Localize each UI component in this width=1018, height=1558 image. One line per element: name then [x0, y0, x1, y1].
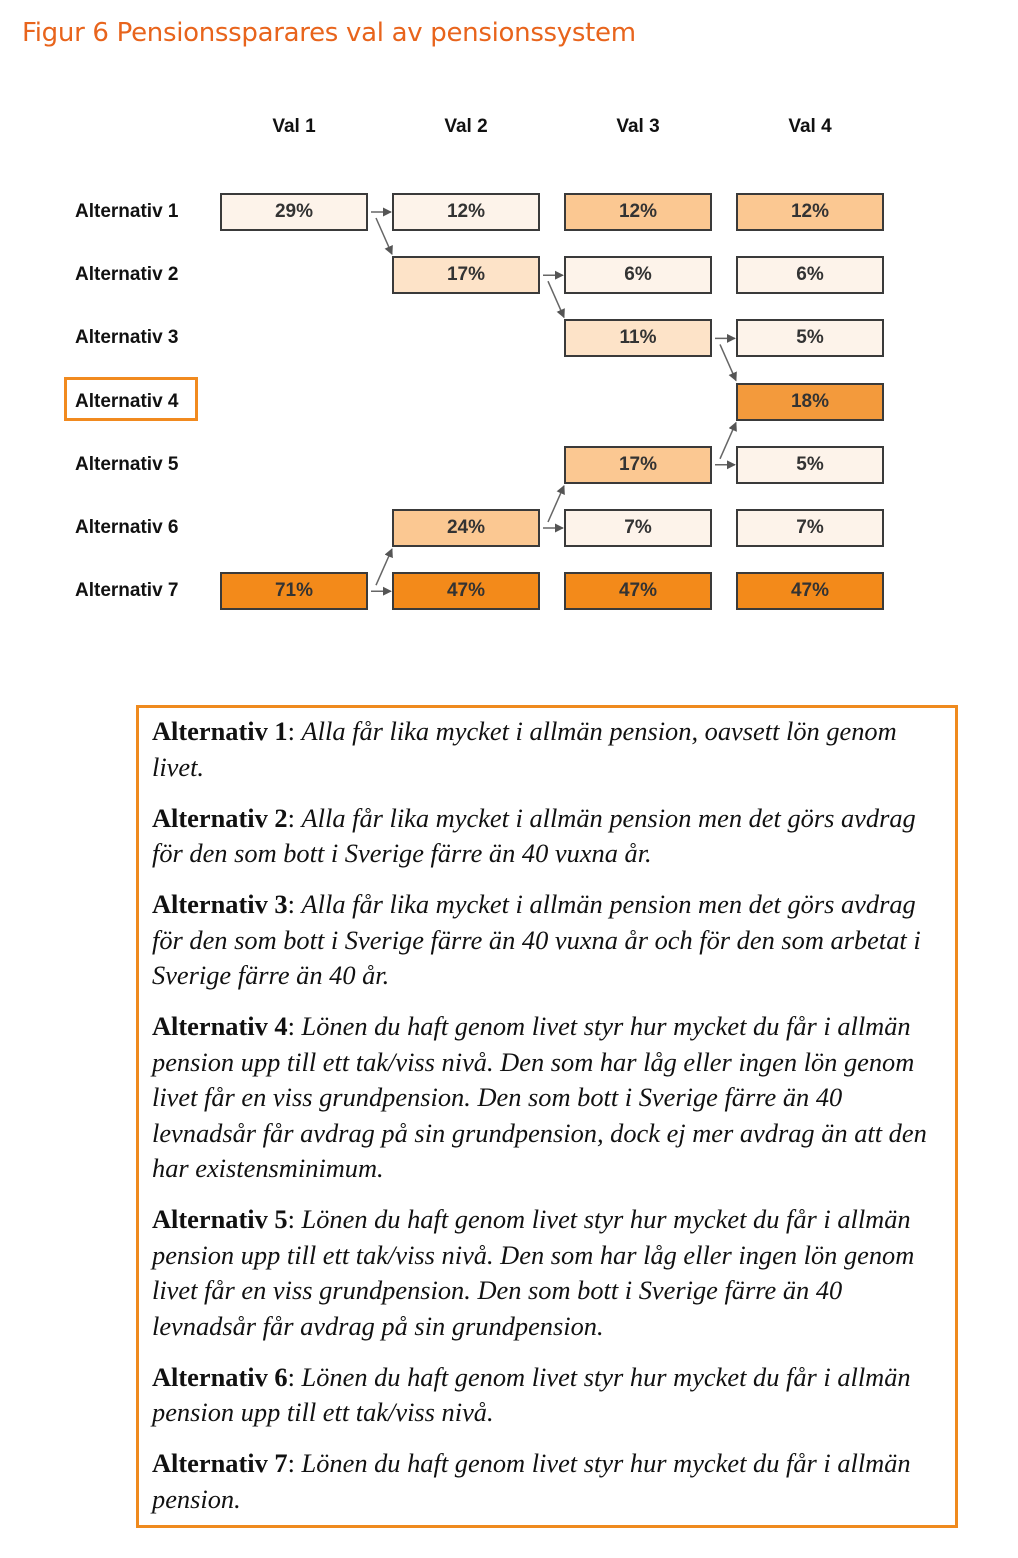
- cell-val2-alt2: 17%: [392, 256, 540, 294]
- legend-term: Alternativ 4: [152, 1011, 288, 1041]
- row-label-1: Alternativ 1: [75, 201, 179, 222]
- legend-term: Alternativ 3: [152, 889, 288, 919]
- legend-item-6: Alternativ 6: Lönen du haft genom livet styr hur mycket du får i allmän pension upp till ett tak/viss nivå.: [152, 1361, 911, 1427]
- transfer-arrow: [543, 275, 564, 317]
- column-header-4: Val 4: [788, 116, 832, 137]
- row-label-6: Alternativ 6: [75, 517, 179, 538]
- legend-item-3: Alternativ 3: Alla får lika mycket i allmän pension men det görs avdrag för den som bott i Sverige färre än 40 vuxna år och för den som arbetat i Sverige färre än 40 år.: [152, 889, 921, 990]
- row-label-5: Alternativ 5: [75, 453, 179, 475]
- legend-description: Alla får lika mycket i allmän pension men det görs avdrag för den som bott i Sverige färre än 40 vuxna år.: [152, 802, 916, 868]
- legend-term: Alternativ 7: [152, 1448, 288, 1478]
- transfer-arrow: [715, 423, 736, 465]
- transfer-arrow: [543, 486, 564, 528]
- legend-term: Alternativ 6: [152, 1361, 288, 1392]
- cell-val4-alt2: 6%: [736, 256, 884, 294]
- transfer-arrow: [371, 549, 392, 591]
- column-header-1: Val 1: [272, 116, 316, 137]
- legend-item-2: Alternativ 2: Alla får lika mycket i allmän pension men det görs avdrag för den som bott i Sverige färre än 40 vuxna år.: [152, 802, 916, 868]
- legend-term: Alternativ 5: [152, 1204, 288, 1234]
- legend-description: Lönen du haft genom livet styr hur mycket du får i allmän pension.: [152, 1448, 911, 1514]
- row-label-2: Alternativ 2: [75, 264, 179, 286]
- legend-item-1: Alternativ 1: Alla får lika mycket i allmän pension, oavsett lön genom livet.: [152, 716, 897, 782]
- cell-val2-alt6: 24%: [392, 509, 540, 547]
- legend-description: Alla får lika mycket i allmän pension, oavsett lön genom livet.: [152, 716, 897, 782]
- cell-val2-alt7: 47%: [392, 572, 540, 610]
- column-header-3: Val 3: [616, 116, 660, 137]
- legend-term: Alternativ 2: [152, 802, 288, 833]
- legend-description: Lönen du haft genom livet styr hur mycket du får i allmän pension upp till ett tak/viss nivå. Den som har låg eller ingen lön genom livet får en viss grundpension. Den som bott i Sverige färre än 40 levnadsår får avdrag på sin grundpension, dock ej mer avdrag än att den har existensminimum.: [152, 1011, 927, 1183]
- column-header-2: Val 2: [444, 116, 488, 137]
- cell-val3-alt6: 7%: [564, 509, 712, 547]
- cell-val4-alt7: 47%: [736, 572, 884, 610]
- cell-val4-alt5: 5%: [736, 446, 884, 484]
- cell-val4-alt6: 7%: [736, 509, 884, 547]
- cell-val2-alt1: 12%: [392, 193, 540, 231]
- cell-val3-alt3: 11%: [564, 319, 712, 357]
- row-label-3: Alternativ 3: [75, 327, 179, 349]
- legend-item-7: Alternativ 7: Lönen du haft genom livet styr hur mycket du får i allmän pension.: [152, 1448, 911, 1514]
- cell-val4-alt4: 18%: [736, 383, 884, 421]
- cell-val3-alt2: 6%: [564, 256, 712, 294]
- cell-val3-alt7: 47%: [564, 572, 712, 610]
- row-label-4: Alternativ 4: [75, 390, 179, 412]
- cell-val4-alt3: 5%: [736, 319, 884, 357]
- transfer-arrow: [371, 212, 392, 254]
- legend-item-5: Alternativ 5: Lönen du haft genom livet styr hur mycket du får i allmän pension upp till ett tak/viss nivå. Den som har låg eller ingen lön genom livet får en viss grundpension. Den som bott i Sverige färre än 40 levnadsår får avdrag på sin grundpension.: [152, 1204, 915, 1341]
- figure-title: Figur 6 Pensionssparares val av pensionssystem: [22, 18, 636, 48]
- cell-val1-alt7: 71%: [220, 572, 368, 610]
- legend-description: Lönen du haft genom livet styr hur mycket du får i allmän pension upp till ett tak/viss nivå. Den som har låg eller ingen lön genom livet får en viss grundpension. Den som bott i Sverige färre än 40 levnadsår får avdrag på sin grundpension.: [152, 1204, 915, 1341]
- transfer-arrow: [715, 338, 736, 380]
- legend-description: Lönen du haft genom livet styr hur mycket du får i allmän pension upp till ett tak/viss nivå.: [152, 1361, 911, 1427]
- legend-description: Alla får lika mycket i allmän pension men det görs avdrag för den som bott i Sverige färre än 40 vuxna år och för den som arbetat i Sverige färre än 40 år.: [152, 889, 921, 990]
- legend-item-4: Alternativ 4: Lönen du haft genom livet styr hur mycket du får i allmän pension upp till ett tak/viss nivå. Den som har låg eller ingen lön genom livet får en viss grundpension. Den som bott i Sverige färre än 40 levnadsår får avdrag på sin grundpension, dock ej mer avdrag än att den har existensminimum.: [152, 1011, 927, 1183]
- row-label-7: Alternativ 7: [75, 580, 179, 602]
- cell-val4-alt1: 12%: [736, 193, 884, 231]
- cell-val1-alt1: 29%: [220, 193, 368, 231]
- cell-val3-alt5: 17%: [564, 446, 712, 484]
- cell-val3-alt1: 12%: [564, 193, 712, 231]
- legend-term: Alternativ 1: [152, 716, 288, 746]
- legend-box: [136, 705, 958, 1528]
